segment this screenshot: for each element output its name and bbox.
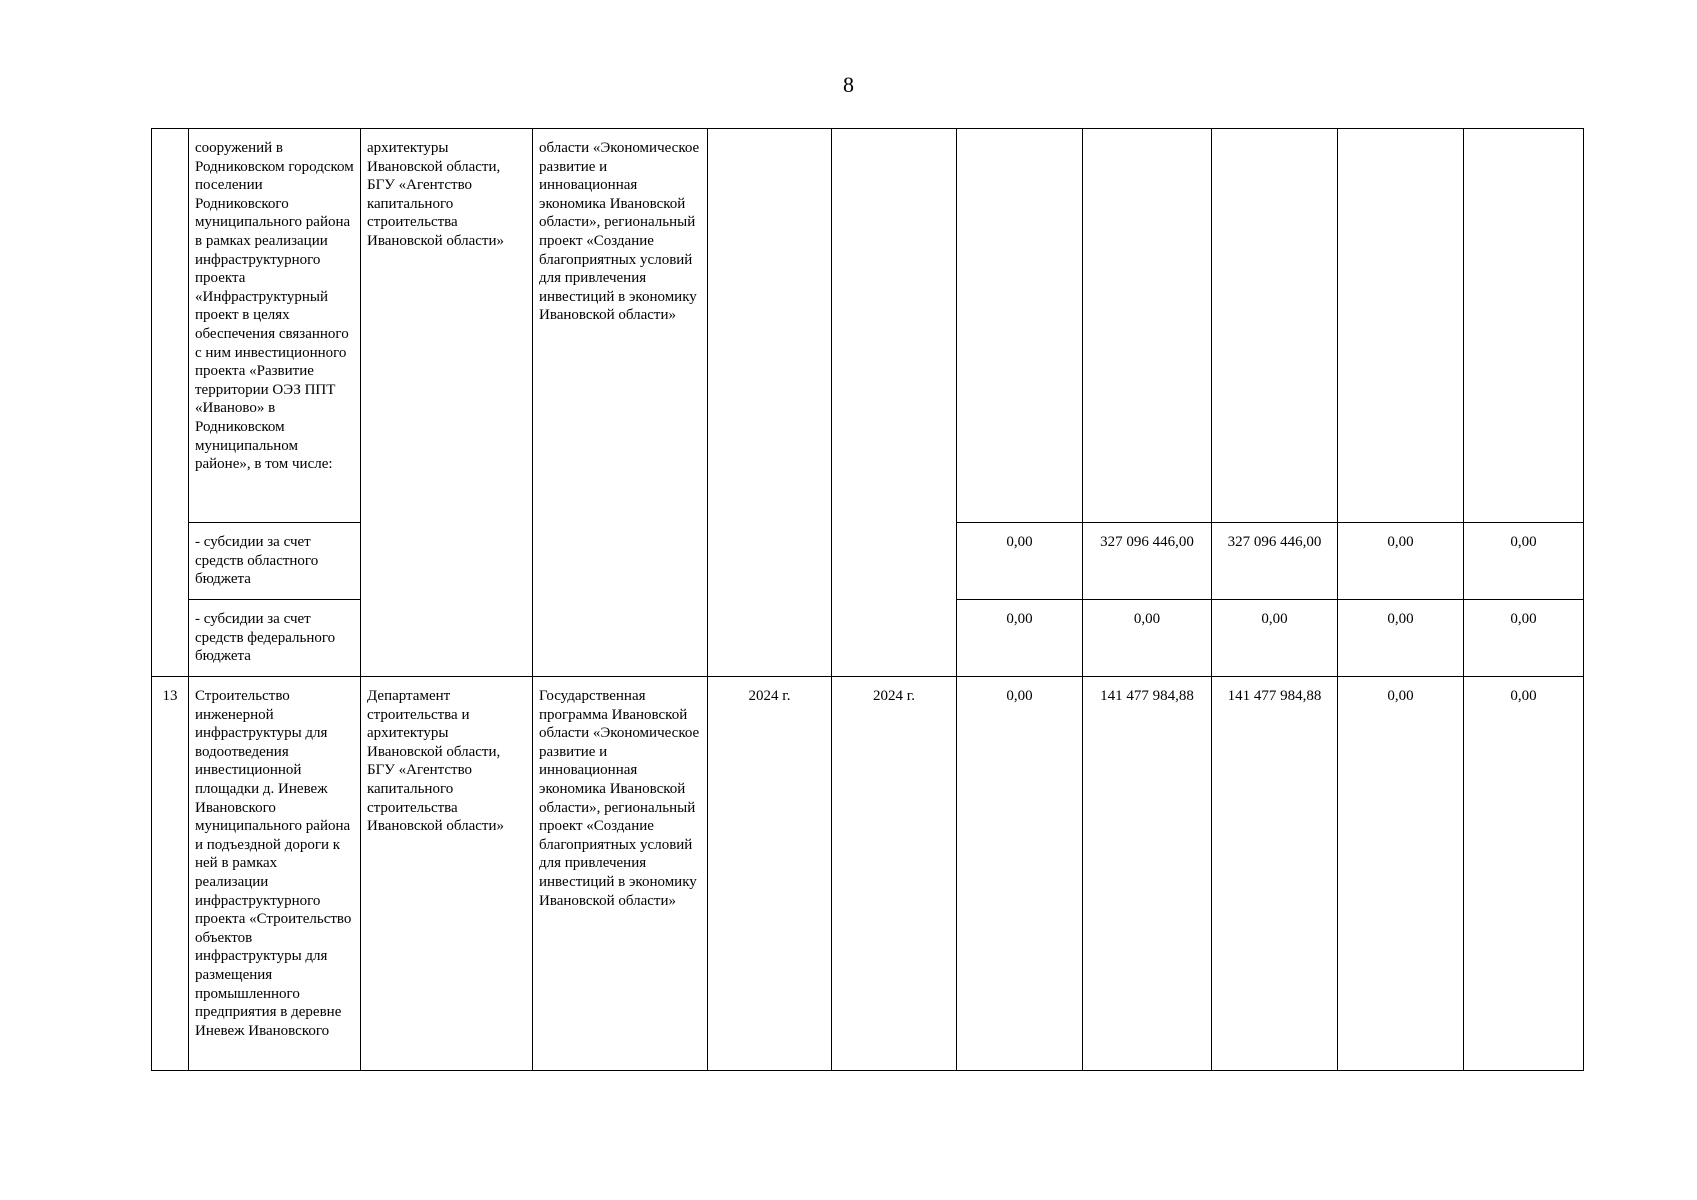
- amount-cell: [1212, 129, 1338, 523]
- amount-cell: 0,00: [1464, 523, 1584, 600]
- amount-cell: [1338, 129, 1464, 523]
- amount-cell: 0,00: [1338, 677, 1464, 1071]
- start-year-cell: 2024 г.: [708, 677, 832, 1071]
- amount-cell: 0,00: [1212, 600, 1338, 677]
- amount-cell: 0,00: [1338, 523, 1464, 600]
- start-year-cell: [708, 129, 832, 677]
- amount-cell: 0,00: [957, 677, 1083, 1071]
- subsidy-label-cell: - субсидии за счет средств федерального бюджета: [189, 600, 361, 677]
- amount-cell: 0,00: [1464, 677, 1584, 1071]
- amount-cell: [1464, 129, 1584, 523]
- table-row-continuation: [152, 129, 1584, 523]
- amount-cell: 141 477 984,88: [1083, 677, 1212, 1071]
- program-cell: Государственная программа Ивановской области «Экономическое развитие и инновационная экономика Ивановской области», региональный проект «Создание благоприятных условий для привлечения инвестиций в экономику Ивановской области»: [533, 677, 708, 1071]
- amount-cell: 0,00: [1338, 600, 1464, 677]
- amount-cell: [1083, 129, 1212, 523]
- budget-table: [151, 128, 1584, 1071]
- amount-cell: 141 477 984,88: [1212, 677, 1338, 1071]
- program-cell: области «Экономическое развитие и инновационная экономика Ивановской области», региональный проект «Создание благоприятных условий для привлечения инвестиций в экономику Ивановской области»: [533, 129, 708, 677]
- object-name-cell: сооружений в Родниковском городском поселении Родниковского муниципального района в рамках реализации инфраструктурного проекта «Инфраструктурный проект в целях обеспечения связанного с ним инвестиционного проекта «Развитие территории ОЭЗ ППТ «Иваново» в Родниковском муниципальном районе», в том числе:: [189, 129, 361, 523]
- executor-cell: Департамент строительства и архитектуры Ивановской области, БГУ «Агентство капитального строительства Ивановской области»: [361, 677, 533, 1071]
- executor-cell: архитектуры Ивановской области, БГУ «Агентство капитального строительства Ивановской области»: [361, 129, 533, 677]
- row-number-cell: [152, 129, 189, 677]
- subsidy-label-cell: - субсидии за счет средств областного бюджета: [189, 523, 361, 600]
- end-year-cell: [832, 129, 957, 677]
- object-name-cell: Строительство инженерной инфраструктуры для водоотведения инвестиционной площадки д. Иневеж Ивановского муниципального района и подъездной дороги к ней в рамках реализации инфраструктурного проекта «Строительство объектов инфраструктуры для размещения промышленного предприятия в деревне Иневеж Ивановского: [189, 677, 361, 1071]
- amount-cell: 0,00: [1464, 600, 1584, 677]
- table-row-item-13: [152, 677, 1584, 1071]
- amount-cell: 327 096 446,00: [1212, 523, 1338, 600]
- page-number: 8: [843, 72, 854, 97]
- amount-cell: 0,00: [1083, 600, 1212, 677]
- row-number-cell: 13: [152, 677, 189, 1071]
- amount-cell: 0,00: [957, 600, 1083, 677]
- amount-cell: [957, 129, 1083, 523]
- end-year-cell: 2024 г.: [832, 677, 957, 1071]
- amount-cell: 0,00: [957, 523, 1083, 600]
- amount-cell: 327 096 446,00: [1083, 523, 1212, 600]
